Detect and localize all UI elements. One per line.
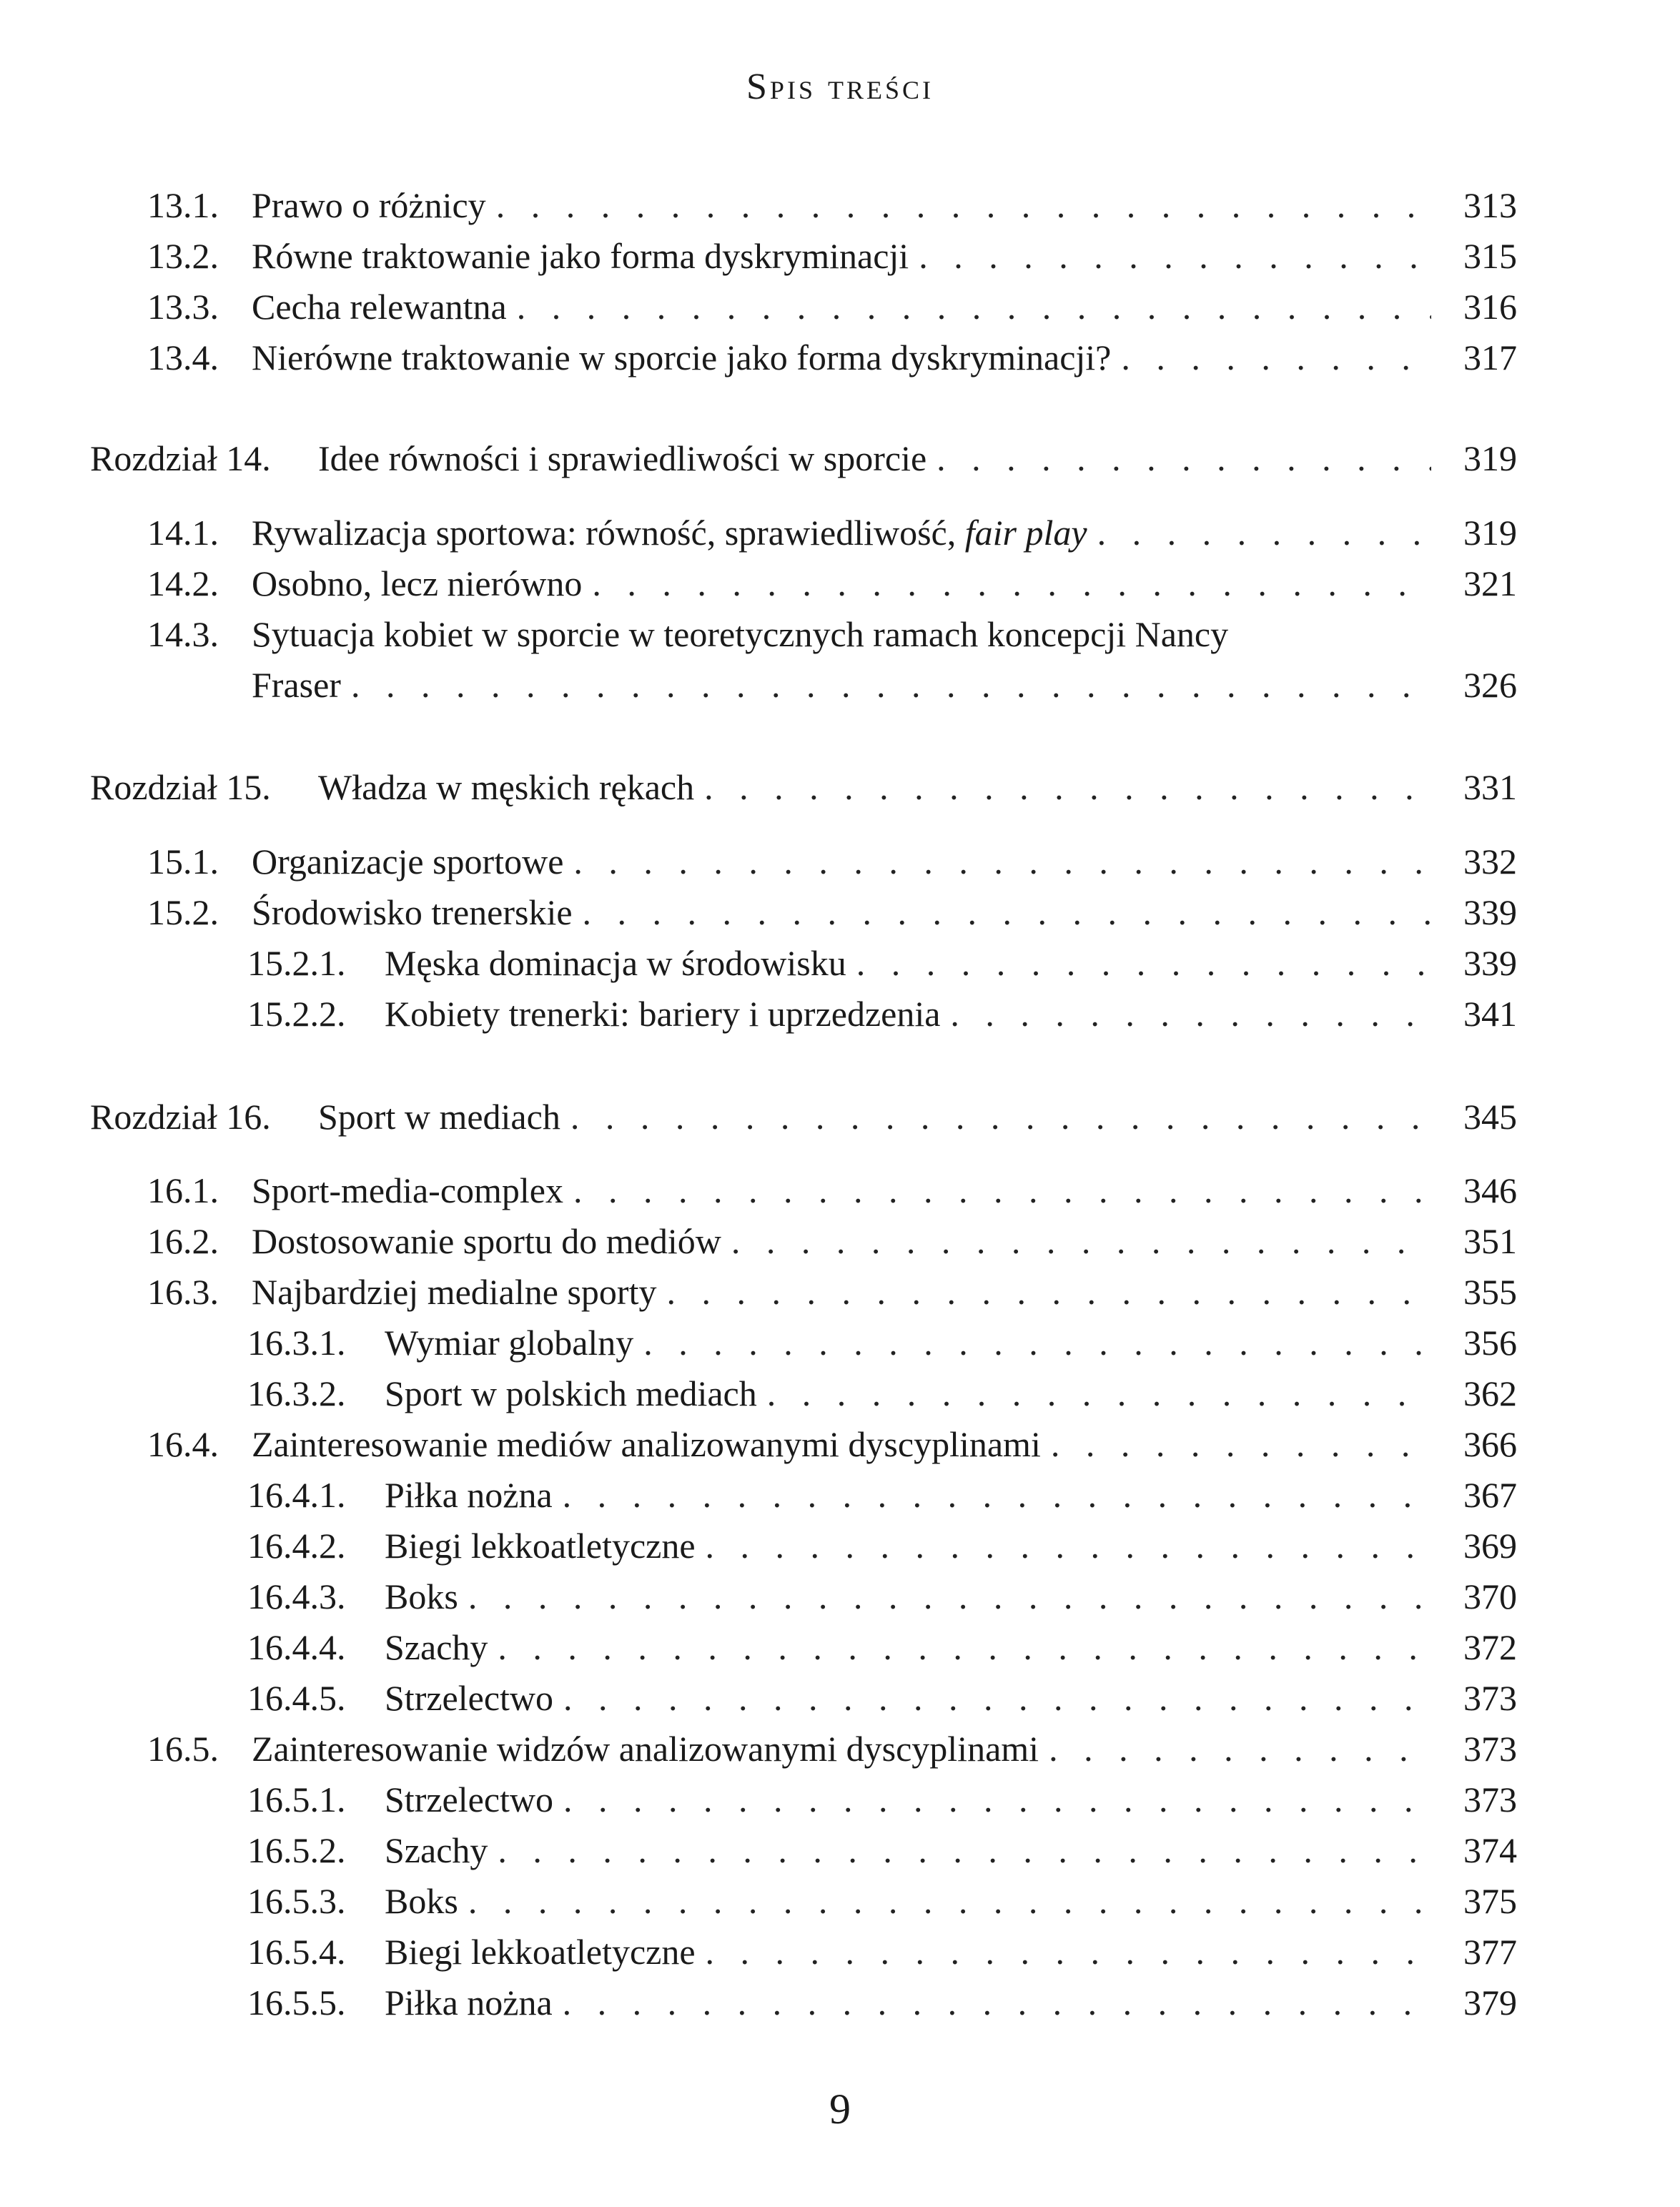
entry-page: 366 xyxy=(1463,1424,1517,1464)
entry-page: 332 xyxy=(1463,841,1517,882)
entry-number: 13.1. xyxy=(147,185,219,225)
leader-dots xyxy=(573,836,1431,887)
entry-page: 341 xyxy=(1463,994,1517,1034)
entry-number: 15.2. xyxy=(147,892,219,932)
entry-page: 369 xyxy=(1463,1526,1517,1566)
entry-number: 16.3.2. xyxy=(247,1373,346,1413)
toc-entry-continuation[interactable] xyxy=(0,660,1680,710)
leader-dots xyxy=(592,558,1431,608)
entry-title: Najbardziej medialne sporty xyxy=(252,1272,657,1312)
entry-number: 16.5.5. xyxy=(247,1983,346,2023)
leader-dots xyxy=(1049,1724,1431,1774)
leader-dots xyxy=(1097,508,1431,558)
entry-title: Cecha relewantna xyxy=(252,287,507,327)
entry-number: 16.4. xyxy=(147,1424,219,1464)
leader-dots xyxy=(563,1470,1431,1520)
leader-dots xyxy=(856,938,1431,988)
entry-number: 16.4.4. xyxy=(247,1627,346,1667)
leader-dots xyxy=(468,1571,1431,1621)
entry-page: 356 xyxy=(1463,1323,1517,1363)
entry-page: 362 xyxy=(1463,1373,1517,1413)
entry-page: 377 xyxy=(1463,1932,1517,1972)
leader-dots xyxy=(468,1876,1431,1926)
toc-entry[interactable] xyxy=(0,180,1680,230)
entry-title: Zainteresowanie mediów analizowanymi dyscyplinami xyxy=(252,1424,1041,1464)
entry-number: 16.3. xyxy=(147,1272,219,1312)
toc-entry[interactable] xyxy=(0,282,1680,332)
entry-number: 13.3. xyxy=(147,287,219,327)
entry-page: 346 xyxy=(1463,1170,1517,1210)
toc-subentry[interactable] xyxy=(0,1927,1680,1977)
entry-title: Sport-media-complex xyxy=(252,1170,563,1210)
leader-dots xyxy=(351,660,1431,710)
entry-number: 16.2. xyxy=(147,1221,219,1261)
leader-dots xyxy=(563,1673,1431,1723)
entry-title: Prawo o różnicy xyxy=(252,185,486,225)
toc-chapter[interactable] xyxy=(0,433,1680,483)
toc-subentry[interactable] xyxy=(0,1318,1680,1368)
entry-title: Strzelectwo xyxy=(385,1678,554,1718)
toc-entry[interactable] xyxy=(0,887,1680,937)
entry-page: 351 xyxy=(1463,1221,1517,1261)
entry-number: 16.3.1. xyxy=(247,1323,346,1363)
entry-title: Osobno, lecz nierówno xyxy=(252,563,583,603)
toc-subentry[interactable] xyxy=(0,1470,1680,1520)
entry-page: 319 xyxy=(1463,438,1517,478)
entry-page: 317 xyxy=(1463,337,1517,377)
toc-subentry[interactable] xyxy=(0,938,1680,988)
entry-title: Boks xyxy=(385,1881,458,1921)
entry-title: Szachy xyxy=(385,1830,488,1870)
entry-number: 16.5.4. xyxy=(247,1932,346,1972)
leader-dots xyxy=(1051,1419,1431,1469)
leader-dots xyxy=(704,762,1431,812)
toc-subentry[interactable] xyxy=(0,989,1680,1039)
leader-dots xyxy=(570,1092,1431,1142)
entry-page: 367 xyxy=(1463,1475,1517,1515)
leader-dots xyxy=(706,1521,1431,1571)
chapter-number: Rozdział 16. xyxy=(90,1097,271,1137)
leader-dots xyxy=(496,180,1431,230)
chapter-title: Idee równości i sprawiedliwości w sporcie xyxy=(318,438,927,478)
toc-entry[interactable] xyxy=(0,836,1680,887)
entry-page: 379 xyxy=(1463,1983,1517,2023)
entry-number: 16.5.1. xyxy=(247,1779,346,1820)
entry-number: 16.4.5. xyxy=(247,1678,346,1718)
leader-dots xyxy=(563,1774,1431,1825)
entry-number: 15.2.1. xyxy=(247,943,346,983)
toc-entry[interactable] xyxy=(0,1419,1680,1469)
leader-dots xyxy=(731,1216,1431,1266)
toc-entry[interactable] xyxy=(0,508,1680,558)
entry-title: Boks xyxy=(385,1576,458,1616)
entry-title: Strzelectwo xyxy=(385,1779,554,1820)
toc-chapter[interactable] xyxy=(0,1092,1680,1142)
entry-number: 14.1. xyxy=(147,513,219,553)
entry-title-italic: fair play xyxy=(964,513,1087,553)
entry-page: 345 xyxy=(1463,1097,1517,1137)
entry-number: 16.4.1. xyxy=(247,1475,346,1515)
entry-page: 331 xyxy=(1463,767,1517,807)
entry-number: 14.2. xyxy=(147,563,219,603)
entry-number: 16.4.2. xyxy=(247,1526,346,1566)
leader-dots xyxy=(583,887,1431,937)
chapter-title: Sport w mediach xyxy=(318,1097,560,1137)
entry-page: 339 xyxy=(1463,892,1517,932)
entry-number: 15.2.2. xyxy=(247,994,346,1034)
entry-number: 16.5. xyxy=(147,1729,219,1769)
entry-number: 13.4. xyxy=(147,337,219,377)
entry-title: Wymiar globalny xyxy=(385,1323,634,1363)
leader-dots xyxy=(767,1368,1431,1418)
toc-subentry[interactable] xyxy=(0,1825,1680,1875)
entry-page: 374 xyxy=(1463,1830,1517,1870)
page-header: Spis treści xyxy=(746,66,934,107)
entry-number: 16.5.2. xyxy=(247,1830,346,1870)
entry-title: Rywalizacja sportowa: równość, sprawiedliwość, fair play xyxy=(252,513,1087,553)
toc-subentry[interactable] xyxy=(0,1876,1680,1926)
entry-title: Biegi lekkoatletyczne xyxy=(385,1526,696,1566)
entry-title-line1: Sytuacja kobiet w sporcie w teoretycznych ramach koncepcji Nancy xyxy=(252,614,1229,654)
toc-entry[interactable] xyxy=(0,1724,1680,1774)
entry-page: 316 xyxy=(1463,287,1517,327)
chapter-number: Rozdział 15. xyxy=(90,767,271,807)
entry-number: 16.5.3. xyxy=(247,1881,346,1921)
entry-title: Organizacje sportowe xyxy=(252,841,564,882)
toc-subentry[interactable] xyxy=(0,1571,1680,1621)
leader-dots xyxy=(666,1267,1431,1317)
toc-entry[interactable] xyxy=(0,1216,1680,1266)
leader-dots xyxy=(517,282,1431,332)
entry-title: Piłka nożna xyxy=(385,1475,553,1515)
entry-title: Równe traktowanie jako forma dyskryminacji xyxy=(252,236,909,276)
toc-entry[interactable] xyxy=(0,1165,1680,1215)
toc-subentry[interactable] xyxy=(0,1622,1680,1672)
entry-number: 16.1. xyxy=(147,1170,219,1210)
leader-dots xyxy=(573,1165,1431,1215)
entry-title: Kobiety trenerki: bariery i uprzedzenia xyxy=(385,994,941,1034)
entry-page: 370 xyxy=(1463,1576,1517,1616)
entry-page: 313 xyxy=(1463,185,1517,225)
toc-chapter[interactable] xyxy=(0,762,1680,812)
entry-title: Zainteresowanie widzów analizowanymi dyscyplinami xyxy=(252,1729,1039,1769)
entry-page: 373 xyxy=(1463,1678,1517,1718)
entry-number: 15.1. xyxy=(147,841,219,882)
chapter-number: Rozdział 14. xyxy=(90,438,271,478)
entry-page: 315 xyxy=(1463,236,1517,276)
leader-dots xyxy=(937,433,1431,483)
leader-dots xyxy=(919,231,1431,281)
leader-dots xyxy=(1121,332,1431,382)
leader-dots xyxy=(643,1318,1431,1368)
entry-page: 339 xyxy=(1463,943,1517,983)
toc-entry[interactable] xyxy=(0,231,1680,281)
entry-number: 13.2. xyxy=(147,236,219,276)
toc-subentry[interactable] xyxy=(0,1774,1680,1825)
entry-title: Piłka nożna xyxy=(385,1983,553,2023)
leader-dots xyxy=(563,1978,1431,2028)
toc-subentry[interactable] xyxy=(0,1521,1680,1571)
entry-title: Nierówne traktowanie w sporcie jako forma dyskryminacji? xyxy=(252,337,1112,377)
leader-dots xyxy=(706,1927,1431,1977)
entry-page: 355 xyxy=(1463,1272,1517,1312)
entry-page: 372 xyxy=(1463,1627,1517,1667)
entry-number: 16.4.3. xyxy=(247,1576,346,1616)
entry-page: 373 xyxy=(1463,1729,1517,1769)
entry-page: 373 xyxy=(1463,1779,1517,1820)
entry-title: Fraser xyxy=(252,665,341,705)
entry-page: 326 xyxy=(1463,665,1517,705)
leader-dots xyxy=(950,989,1431,1039)
leader-dots xyxy=(498,1622,1431,1672)
toc-entry[interactable] xyxy=(0,558,1680,608)
entry-title: Środowisko trenerskie xyxy=(252,892,573,932)
toc-entry[interactable] xyxy=(0,1267,1680,1317)
entry-title: Sport w polskich mediach xyxy=(385,1373,757,1413)
toc-subentry[interactable] xyxy=(0,1673,1680,1723)
entry-page: 321 xyxy=(1463,563,1517,603)
entry-title: Szachy xyxy=(385,1627,488,1667)
toc-subentry[interactable] xyxy=(0,1978,1680,2028)
toc-subentry[interactable] xyxy=(0,1368,1680,1418)
entry-title: Biegi lekkoatletyczne xyxy=(385,1932,696,1972)
entry-page: 319 xyxy=(1463,513,1517,553)
leader-dots xyxy=(498,1825,1431,1875)
entry-number: 14.3. xyxy=(147,614,219,654)
toc-entry[interactable] xyxy=(0,332,1680,382)
page-number: 9 xyxy=(829,2085,851,2133)
entry-title: Męska dominacja w środowisku xyxy=(385,943,846,983)
entry-title: Dostosowanie sportu do mediów xyxy=(252,1221,721,1261)
entry-page: 375 xyxy=(1463,1881,1517,1921)
toc-entry-wrapped[interactable] xyxy=(0,609,1680,659)
chapter-title: Władza w męskich rękach xyxy=(318,767,695,807)
